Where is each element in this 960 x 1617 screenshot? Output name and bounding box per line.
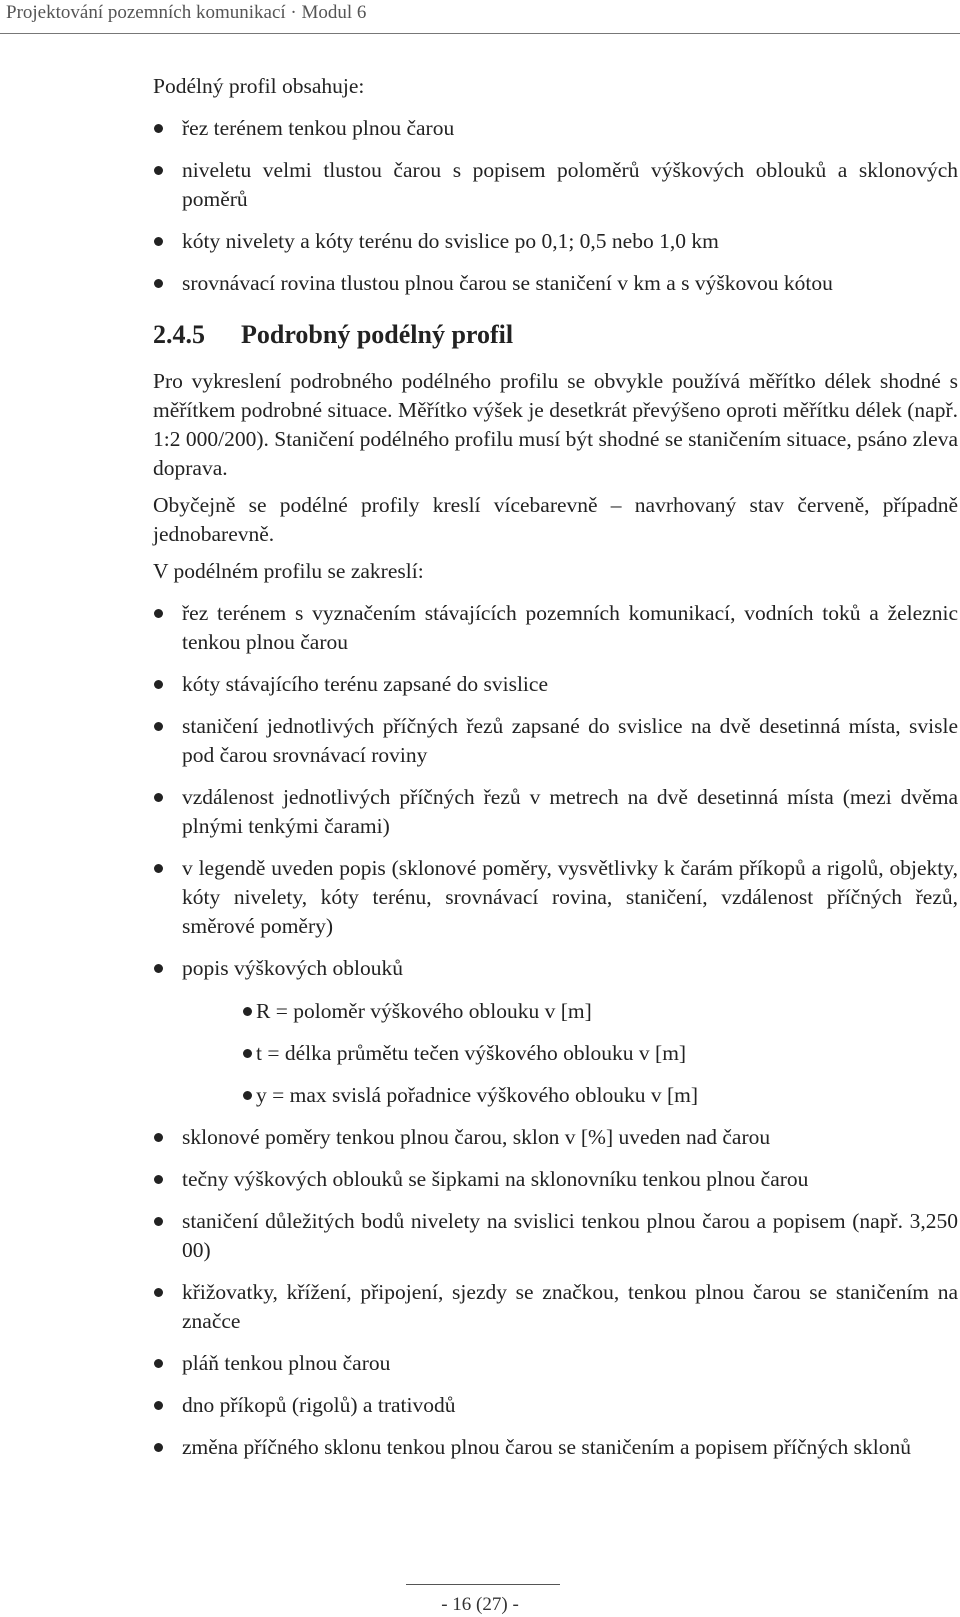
profile-list — [153, 599, 958, 1462]
list-item: kóty nivelety a kóty terénu do svislice po 0,1; 0,5 nebo 1,0 km — [153, 227, 958, 256]
list-item: křižovatky, křížení, připojení, sjezdy se značkou, tenkou plnou čarou se staničením na značce — [153, 1278, 958, 1336]
list-item: změna příčného sklonu tenkou plnou čarou se staničením a popisem příčných sklonů — [153, 1433, 958, 1462]
list-item-with-sublist — [153, 954, 958, 1110]
page-number: - 16 (27) - — [441, 1594, 519, 1615]
section-title: Podrobný podélný profil — [241, 320, 514, 349]
list-item: staničení jednotlivých příčných řezů zapsané do svislice na dvě desetinná místa, svisle pod čarou srovnávací roviny — [153, 712, 958, 770]
list-item: řez terénem s vyznačením stávajících pozemních komunikací, vodních toků a železnic tenkou plnou čarou — [153, 599, 958, 657]
list-item: srovnávací rovina tlustou plnou čarou se staničení v km a s výškovou kótou — [153, 269, 958, 298]
header-title: Projektování pozemních komunikací · Modul 6 — [6, 2, 367, 23]
list-item-text: popis výškových oblouků — [182, 956, 403, 980]
paragraph: Pro vykreslení podrobného podélného profilu se obvykle používá měřítko délek shodné s měřítkem podrobné situace. Měřítko výšek je desetkrát převýšeno oproti měřítku délek (např. 1:2 000/200). Staničení podélného profilu musí být shodné se staničením situace, psáno zleva doprava. — [153, 369, 958, 480]
sub-list-item: y = max svislá pořadnice výškového oblouku v [m] — [182, 1081, 958, 1110]
page-content — [153, 72, 958, 1462]
list-item: kóty stávajícího terénu zapsané do svislice — [153, 670, 958, 699]
sub-list — [182, 997, 958, 1110]
section-heading — [153, 318, 958, 352]
sub-list-item: R = poloměr výškového oblouku v [m] — [182, 997, 958, 1026]
list-item: tečny výškových oblouků se šipkami na sklonovníku tenkou plnou čarou — [153, 1165, 958, 1194]
paragraph: V podélném profilu se zakreslí: — [153, 559, 424, 583]
list-item: pláň tenkou plnou čarou — [153, 1349, 958, 1378]
page-header — [0, 0, 960, 34]
footer-divider — [406, 1584, 560, 1585]
section-number: 2.4.5 — [153, 320, 205, 349]
list-item: niveletu velmi tlustou čarou s popisem poloměrů výškových oblouků a sklonových poměrů — [153, 156, 958, 214]
list-item: sklonové poměry tenkou plnou čarou, sklon v [%] uveden nad čarou — [153, 1123, 958, 1152]
list-item: vzdálenost jednotlivých příčných řezů v metrech na dvě desetinná místa (mezi dvěma plnými tenkými čarami) — [153, 783, 958, 841]
list-item: v legendě uveden popis (sklonové poměry, vysvětlivky k čarám příkopů a rigolů, objekty, kóty nivelety, kóty terénu, srovnávací rovina, staničení, vzdálenost příčných řezů, směrové poměry) — [153, 854, 958, 941]
list-item: řez terénem tenkou plnou čarou — [153, 114, 958, 143]
list-item: staničení důležitých bodů nivelety na svislici tenkou plnou čarou a popisem (např. 3,250 00) — [153, 1207, 958, 1265]
intro-label: Podélný profil obsahuje: — [153, 74, 365, 98]
sub-list-item: t = délka průmětu tečen výškového oblouku v [m] — [182, 1039, 958, 1068]
list-item: dno příkopů (rigolů) a trativodů — [153, 1391, 958, 1420]
intro-list — [153, 114, 958, 298]
paragraph: Obyčejně se podélné profily kreslí vícebarevně – navrhovaný stav červeně, případně jednobarevně. — [153, 493, 958, 546]
